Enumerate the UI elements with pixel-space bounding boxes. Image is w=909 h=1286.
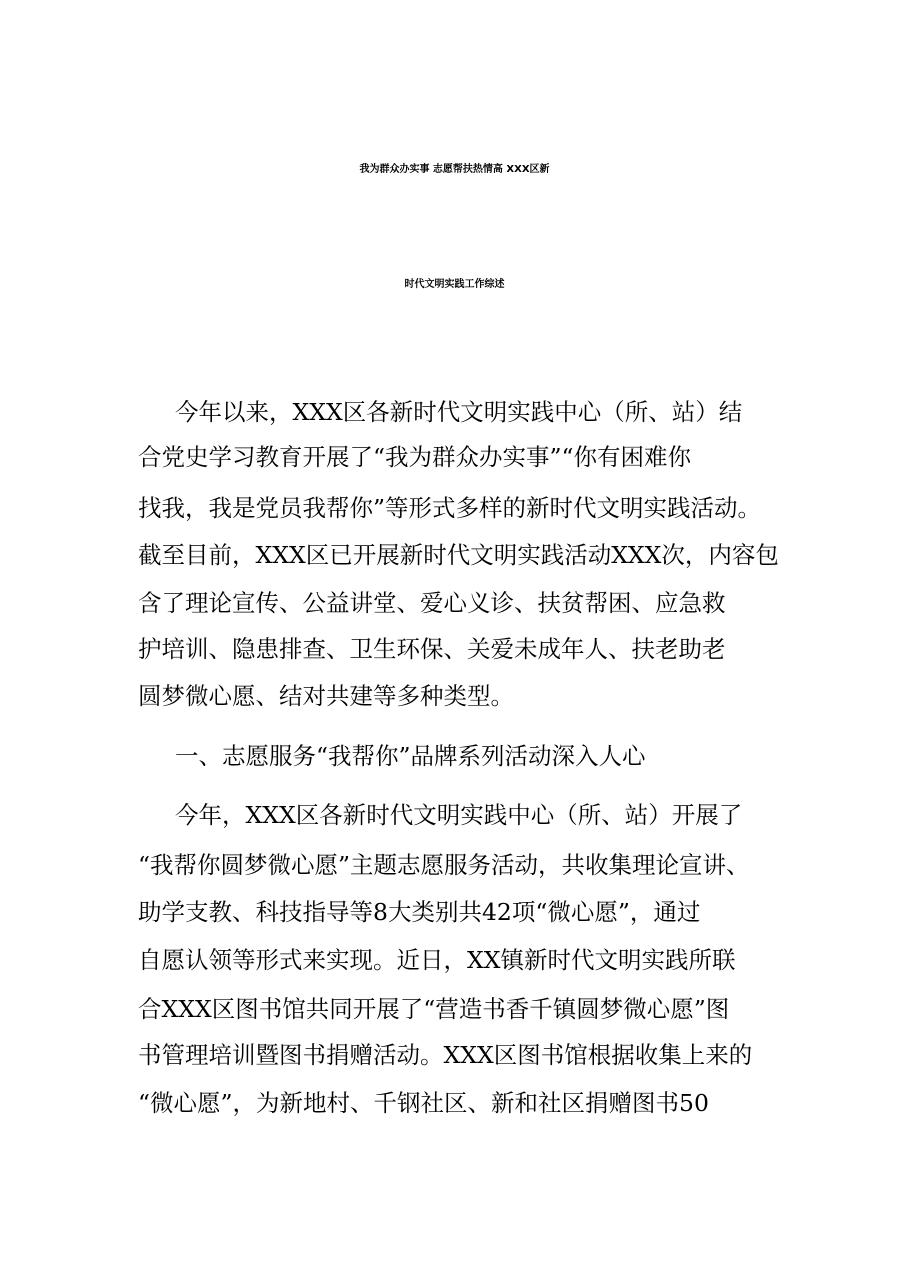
body-line: 合党史学习教育开展了“我为群众办实事”“你有困难你 <box>138 443 692 471</box>
body-line: 书管理培训暨图书捐赠活动。XXX区图书馆根据收集上来的 <box>138 1041 753 1069</box>
document-title-line-1: 我为群众办实事 志愿帮扶热情高 XXX区新 <box>359 164 550 175</box>
body-line: 圆梦微心愿、结对共建等多种类型。 <box>138 682 514 710</box>
body-line: 助学支教、科技指导等8大类别共42项“微心愿”，通过 <box>138 898 701 926</box>
body-line: “微心愿”，为新地村、千钢社区、新和社区捐赠图书50 <box>138 1089 709 1117</box>
body-line: 截至目前，XXX区已开展新时代文明实践活动XXX次，内容包 <box>138 541 779 569</box>
body-line: “我帮你圆梦微心愿”主题志愿服务活动，共收集理论宣讲、 <box>138 851 750 879</box>
body-line: 今年，XXX区各新时代文明实践中心（所、站）开展了 <box>175 801 743 829</box>
body-line: 今年以来，XXX区各新时代文明实践中心（所、站）结 <box>175 398 743 426</box>
section-heading: 一、志愿服务“我帮你”品牌系列活动深入人心 <box>175 742 646 770</box>
document-title-line-2: 时代文明实践工作综述 <box>404 279 505 290</box>
body-line: 找我，我是党员我帮你”等形式多样的新时代文明实践活动。 <box>138 494 762 522</box>
body-line: 含了理论宣传、公益讲堂、爱心义诊、扶贫帮困、应急救 <box>138 589 726 617</box>
body-line: 自愿认领等形式来实现。近日，XX镇新时代文明实践所联 <box>138 946 736 974</box>
body-line: 护培训、隐患排查、卫生环保、关爱未成年人、扶老助老 <box>138 635 726 663</box>
body-line: 合XXX区图书馆共同开展了“营造书香千镇圆梦微心愿”图 <box>138 995 730 1023</box>
